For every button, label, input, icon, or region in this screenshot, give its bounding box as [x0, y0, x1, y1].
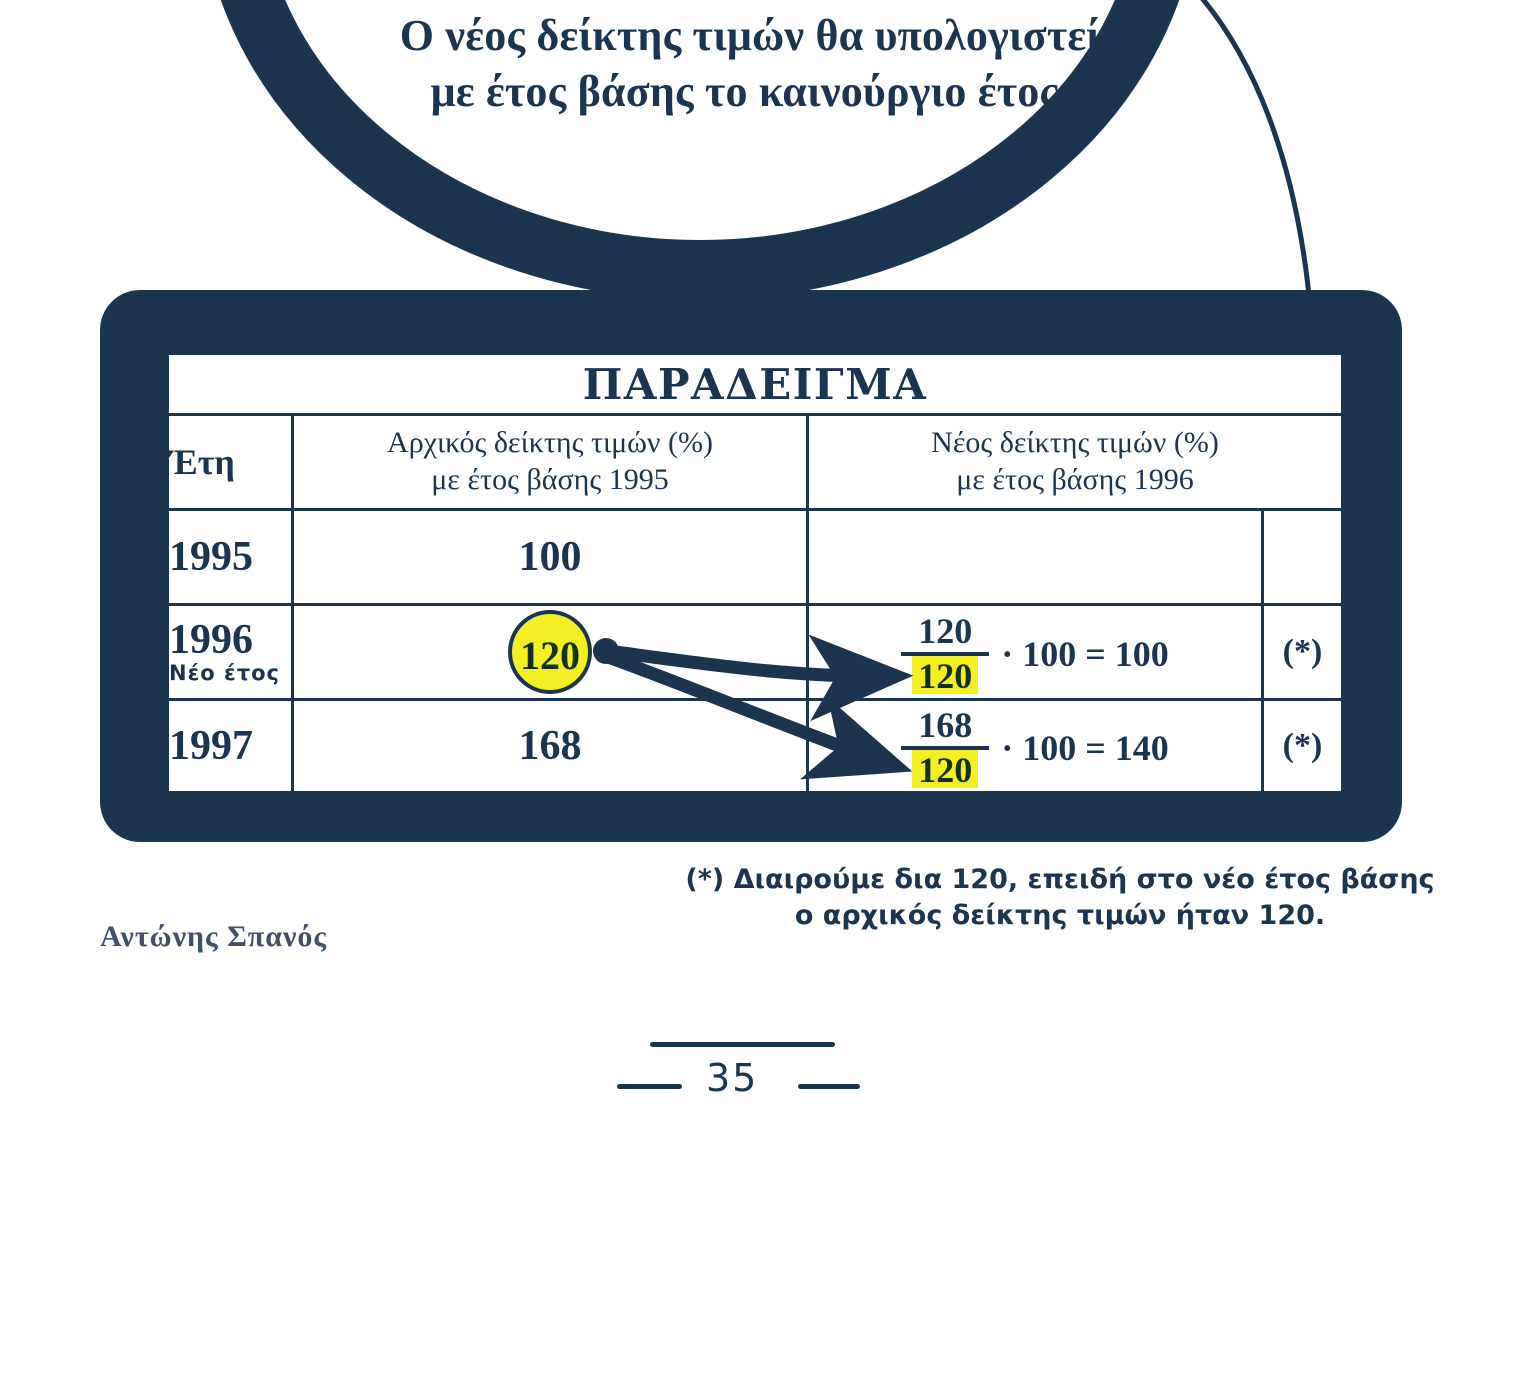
bubble-text-line2: με έτος βάσης το καινούργιο έτος.: [430, 67, 1070, 117]
page-rule-top: [650, 1042, 835, 1047]
table-title-row: [168, 354, 1343, 415]
original-index-number: 168: [518, 723, 582, 769]
table-title: ΠΑΡΑΔΕΙΓΜΑ: [168, 354, 1343, 415]
header-new-index: [808, 415, 1343, 510]
fraction-numerator: 168: [918, 704, 973, 745]
fraction-numerator: 120: [918, 610, 973, 651]
page-dash-right: [798, 1084, 860, 1089]
header-original-line2: με έτος βάσης 1995: [431, 463, 669, 496]
example-table: [166, 352, 1344, 794]
year-value: 1996: [169, 616, 253, 663]
footnote-line1: (*) Διαιρούμε δια 120, επειδή στο νέο έτος βάσης: [685, 864, 1435, 895]
table-row: [168, 605, 1343, 700]
year-label: [168, 700, 293, 793]
footnote-line2: ο αρχικός δείκτης τιμών ήταν 120.: [794, 899, 1326, 931]
header-new-line2: με έτος βάσης 1996: [956, 463, 1194, 496]
header-years: Έτη: [168, 415, 293, 510]
year-label: [168, 510, 293, 605]
original-index-value: [293, 605, 808, 700]
bubble-text: [300, 8, 1200, 121]
footnote-marker: (*): [1263, 605, 1343, 700]
table-header-row: [168, 415, 1343, 510]
footnote-marker: (*): [1263, 700, 1343, 793]
original-index-value: [293, 510, 808, 605]
new-index-calc: [808, 605, 1263, 700]
fraction-expression: [901, 704, 1169, 790]
original-index-value: [293, 700, 808, 793]
fraction-expression: [901, 610, 1169, 696]
year-label: [168, 605, 293, 700]
example-table-container: [166, 352, 1341, 790]
page-number-block: [620, 1032, 880, 1122]
footnote-marker: [1263, 510, 1343, 605]
year-value: 1997: [169, 723, 253, 769]
year-subnote: Νέο έτος: [169, 660, 280, 685]
header-original-index: [293, 415, 808, 510]
new-index-calc: [808, 510, 1263, 605]
fraction: [901, 704, 989, 790]
fraction-rest: · 100 = 100: [1001, 633, 1169, 674]
new-index-calc: [808, 700, 1263, 793]
page-number: 35: [706, 1056, 759, 1100]
header-original-line1: Αρχικός δείκτης τιμών (%): [387, 426, 713, 460]
fraction-denominator-highlighted: 120: [912, 750, 978, 789]
fraction-denominator-highlighted: 120: [912, 656, 978, 695]
bubble-text-line1: Ο νέος δείκτης τιμών θα υπολογιστεί: [399, 11, 1101, 60]
circled-index-value: 120: [508, 610, 592, 694]
year-value: 1995: [169, 534, 253, 580]
original-index-number: 100: [518, 534, 582, 580]
fraction-rest: · 100 = 140: [1001, 727, 1169, 768]
table-row: [168, 510, 1343, 605]
fraction: [901, 610, 989, 696]
table-row: [168, 700, 1343, 793]
header-new-line1: Νέος δείκτης τιμών (%): [931, 426, 1219, 460]
author-name: Αντώνης Σπανός: [100, 920, 328, 953]
page-dash-left: [617, 1084, 682, 1089]
footnote-text: [660, 862, 1460, 933]
